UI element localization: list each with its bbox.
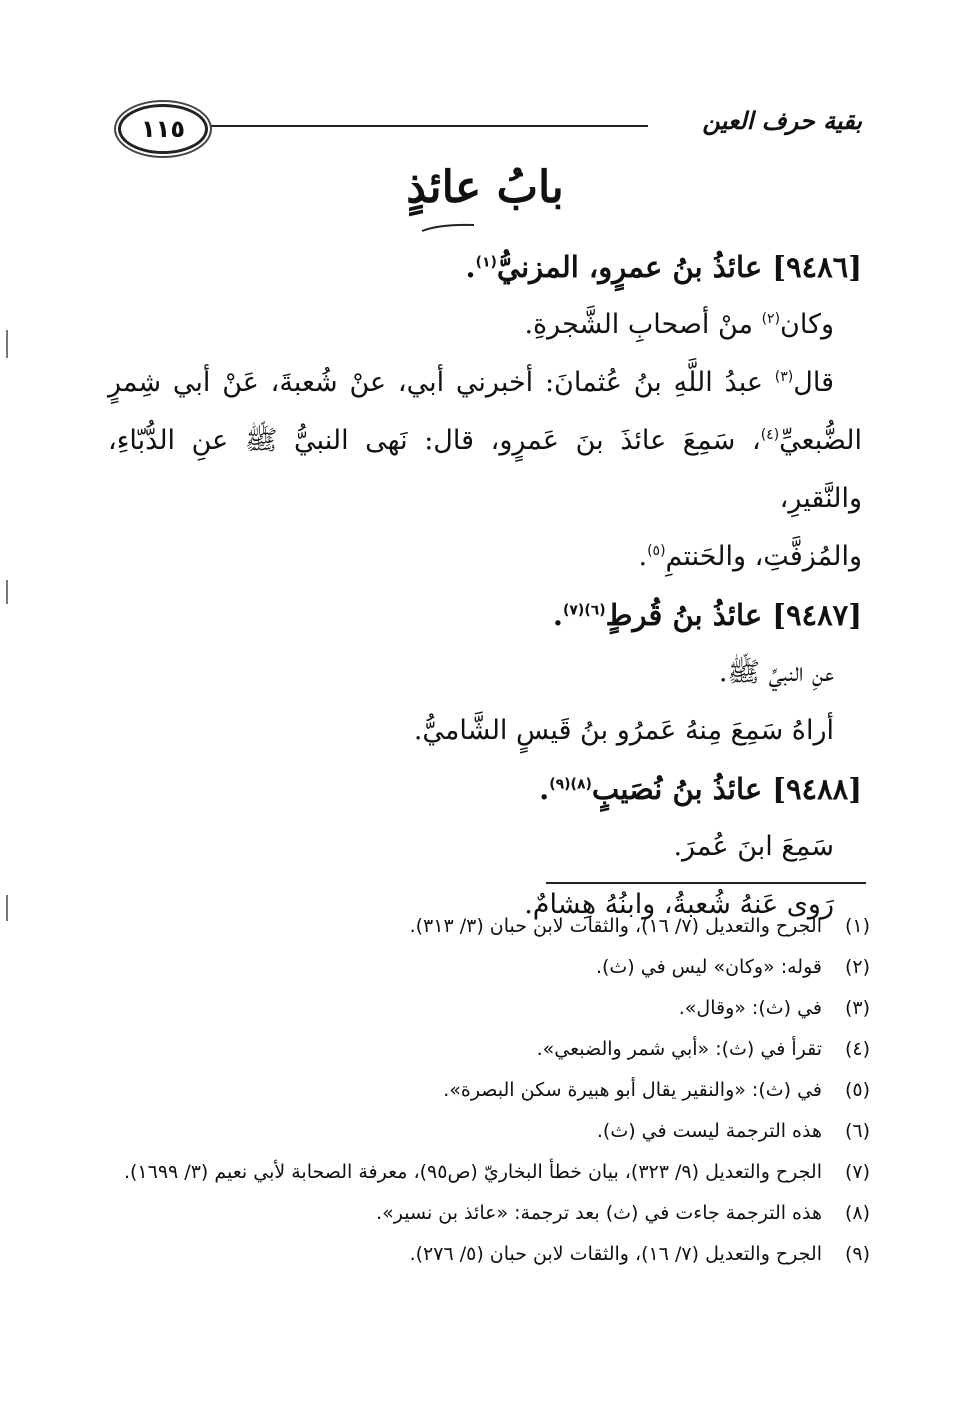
text-span: قال <box>793 367 834 398</box>
text-span: عبدُ اللَّهِ بنُ عُثمانَ: أخبرني أبي، عنْ شُعبةَ، عَنْ أبي شِمرٍ <box>108 367 775 398</box>
page-number-badge <box>118 104 208 154</box>
footnote-text: الجرح والتعديل (٧/ ١٦)، والثقات لابن حبان (٣/ ٣١٣). <box>409 915 822 937</box>
text-line: أراهُ سَمِعَ مِنهُ عَمرُو بنُ قَيسٍ الشَّاميُّ. <box>413 715 834 746</box>
footnote-text: قوله: «وكان» ليس في (ث). <box>595 956 822 978</box>
footnote-marker: (٧) <box>844 1161 870 1183</box>
text-span: وكان <box>780 309 834 340</box>
text-line <box>108 296 862 354</box>
header-rule <box>202 125 648 127</box>
footnote-marker: (٣) <box>844 997 870 1019</box>
punctuation: . <box>552 598 563 632</box>
footnote-text: في (ث): «وقال». <box>678 997 822 1019</box>
entry-heading: [٩٤٨٧] عائذُ بنُ قُرطٍ <box>605 598 862 632</box>
page-number: ١١٥ <box>141 115 185 143</box>
text-span: الضُّبعيِّ <box>779 425 862 456</box>
footnote-marker: (٨) <box>844 1202 870 1224</box>
footnote-item <box>120 906 870 947</box>
footnote-item <box>120 947 870 988</box>
footnote-marker: (٤) <box>844 1038 870 1060</box>
scan-margin-mark <box>6 330 8 358</box>
footnote-ref: (٣) <box>774 369 794 385</box>
footnote-item <box>120 1111 870 1152</box>
footnote-separator <box>546 882 866 884</box>
punctuation: . <box>465 250 476 284</box>
running-title: بقية حرف العين <box>702 106 862 135</box>
footnote-marker: (٥) <box>844 1079 870 1101</box>
footnote-marker: (٩) <box>844 1243 870 1265</box>
text-line <box>108 528 862 586</box>
entry-heading: [٩٤٨٦] عائذُ بنُ عمرٍو، المزنيُّ <box>496 250 862 284</box>
text-span: منْ أصحابِ الشَّجرةِ. <box>524 309 762 340</box>
footnote-item <box>120 988 870 1029</box>
footnote-ref: (٦)(٧) <box>562 602 606 619</box>
main-text <box>108 238 862 934</box>
text-line: سَمِعَ ابنَ عُمرَ. <box>673 831 834 862</box>
footnote-text: تقرأ في (ث): «أبي شمر والضبعي». <box>536 1038 822 1060</box>
text-line <box>108 412 862 528</box>
scan-margin-mark <box>6 895 8 921</box>
text-line: عنِ النبيِّ ﷺ. <box>718 657 834 688</box>
text-span: ، سَمِعَ عائذَ بنَ عَمرٍو، قال: نَهى النبيُّ ﷺ عنِ الدُّبّاءِ، والنَّقيرِ، <box>108 425 862 514</box>
footnote-marker: (١) <box>844 915 870 937</box>
footnote-marker: (٦) <box>844 1120 870 1142</box>
footnote-text: هذه الترجمة جاءت في (ث) بعد ترجمة: «عائذ بن نسير». <box>376 1202 822 1224</box>
entry-9487 <box>108 586 862 644</box>
footnote-text: في (ث): «والنقير يقال أبو هبيرة سكن البصرة». <box>443 1079 822 1101</box>
footnote-text: الجرح والتعديل (٩/ ٣٢٣)، بيان خطأ البخاريّ (ص٩٥)، معرفة الصحابة لأبي نعيم (٣/ ١٦٩٩). <box>123 1161 822 1183</box>
footnote-item <box>120 1193 870 1234</box>
text-span: والمُزفَّتِ، والحَنتمِ <box>665 541 862 572</box>
footnote-ref: (٢) <box>761 311 781 327</box>
footnote-text: هذه الترجمة ليست في (ث). <box>596 1120 822 1142</box>
footnote-item <box>120 1029 870 1070</box>
footnote-item <box>120 1152 870 1193</box>
chapter-title: بابُ عائذٍ <box>406 162 564 213</box>
footnotes <box>120 906 870 1275</box>
entry-heading: [٩٤٨٨] عائذُ بنُ نُصَيبٍ <box>591 772 862 806</box>
footnote-ref: (٨)(٩) <box>549 776 592 793</box>
scan-margin-mark <box>6 580 8 604</box>
title-ornament-icon <box>420 222 476 234</box>
footnote-marker: (٢) <box>844 956 870 978</box>
entry-9488 <box>108 760 862 818</box>
text-line: رَوى عَنهُ شُعبةُ، وابنُهُ هِشامٌ. <box>524 889 834 920</box>
footnote-item <box>120 1234 870 1275</box>
page-header <box>118 100 862 150</box>
text-span: . <box>638 541 648 572</box>
footnote-item <box>120 1070 870 1111</box>
footnote-ref: (٥) <box>647 543 666 559</box>
footnote-ref: (١) <box>475 254 497 271</box>
footnote-ref: (٤) <box>760 427 780 443</box>
punctuation: . <box>539 772 550 806</box>
text-line <box>108 354 862 412</box>
entry-9486 <box>108 238 862 296</box>
footnote-text: الجرح والتعديل (٧/ ١٦)، والثقات لابن حبان (٥/ ٢٧٦). <box>409 1243 822 1265</box>
